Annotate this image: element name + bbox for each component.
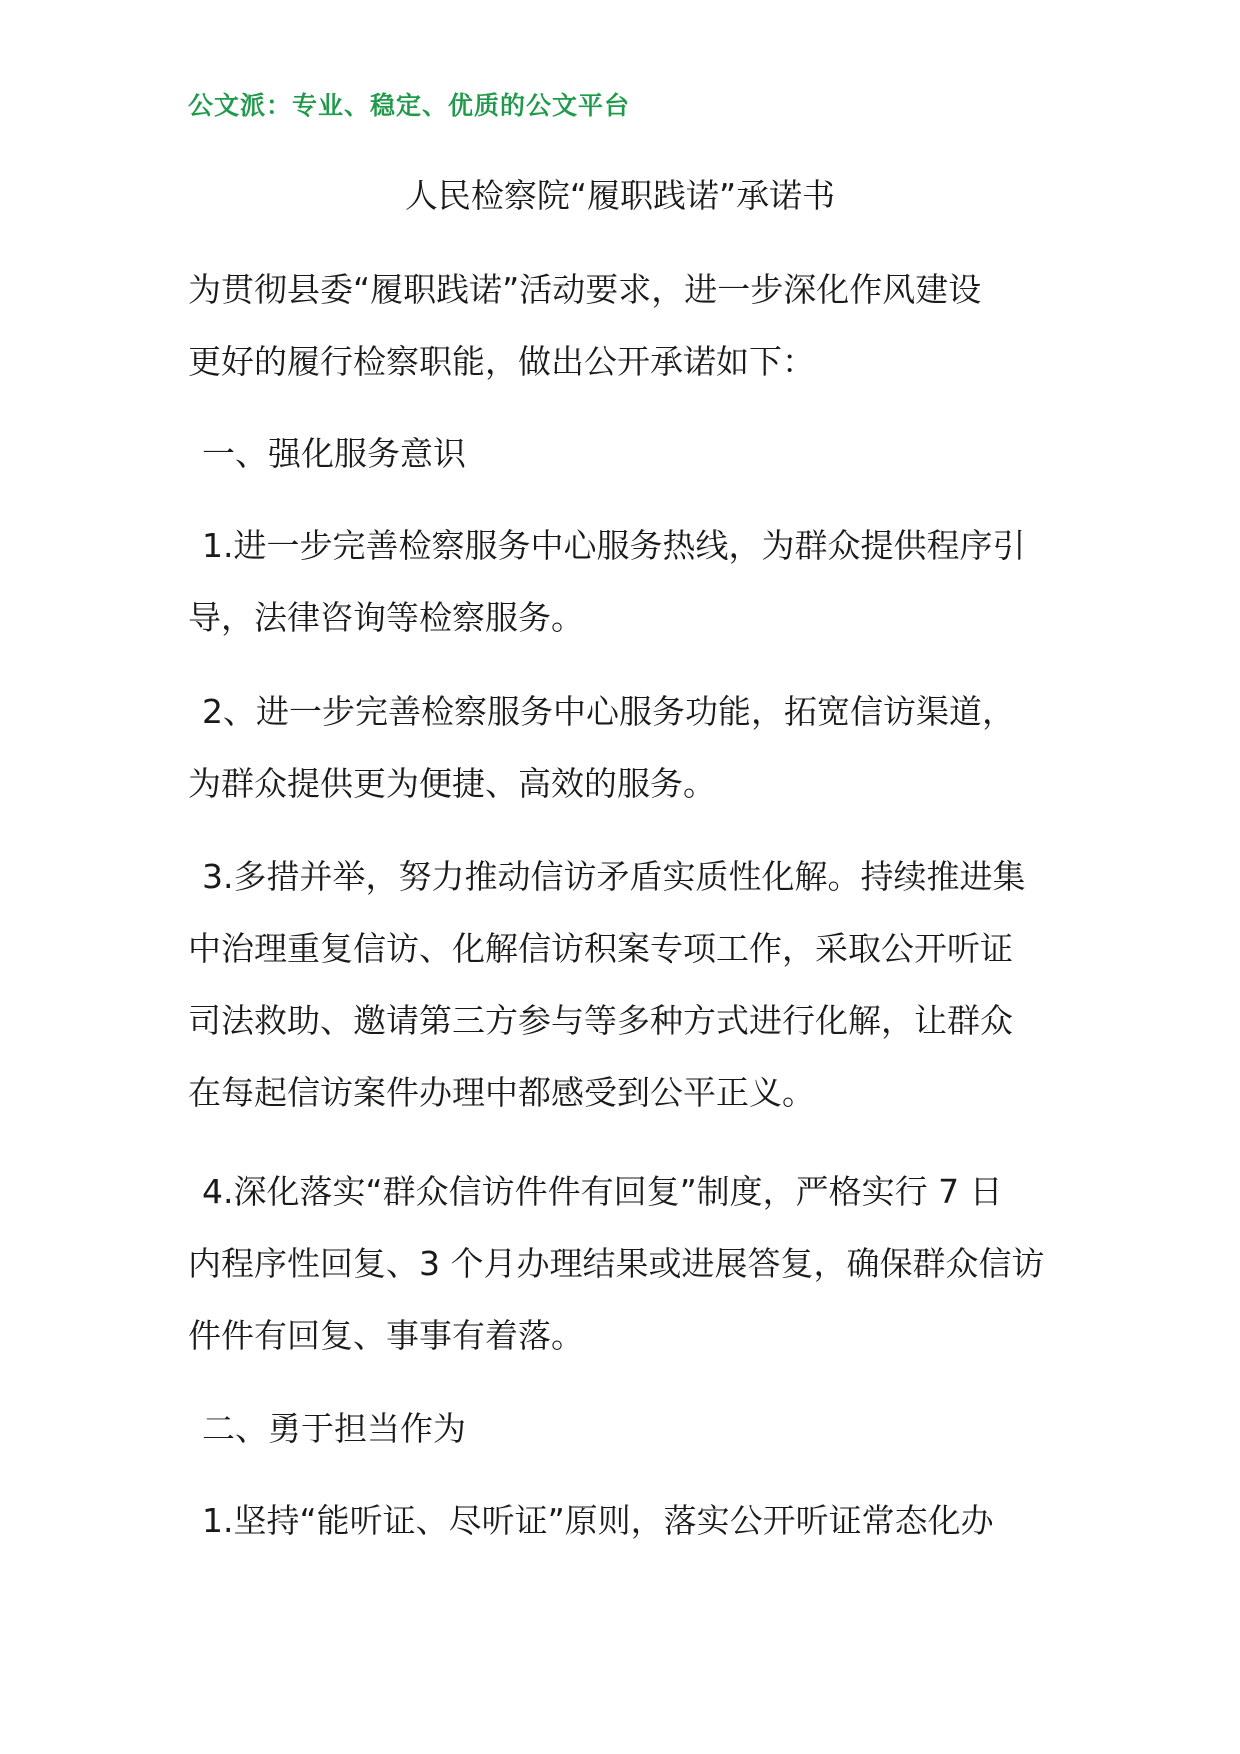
paragraph-line: 为贯彻县委“履职践诺”活动要求，进一步深化作风建设 — [188, 270, 982, 309]
paragraph-line: 2、进一步完善检察服务中心服务功能，拓宽信访渠道， — [202, 692, 1015, 731]
paragraph-line: 在每起信访案件办理中都感受到公平正义。 — [188, 1073, 815, 1112]
paragraph-line: 导，法律咨询等检察服务。 — [188, 598, 584, 637]
paragraph-line: 1.进一步完善检察服务中心服务热线，为群众提供程序引 — [202, 526, 1026, 565]
paragraph-line: 更好的履行检察职能，做出公开承诺如下： — [188, 342, 815, 381]
paragraph-line: 内程序性回复、3 个月办理结果或进展答复，确保群众信访 — [188, 1244, 1045, 1283]
paragraph-line: 4.深化落实“群众信访件件有回复”制度，严格实行 7 日 — [202, 1172, 1003, 1211]
paragraph-line: 为群众提供更为便捷、高效的服务。 — [188, 764, 716, 803]
paragraph-line: 中治理重复信访、化解信访积案专项工作，采取公开听证 — [188, 929, 1013, 968]
document-title: 人民检察院“履职践诺”承诺书 — [404, 176, 836, 215]
paragraph-line: 件件有回复、事事有着落。 — [188, 1316, 584, 1355]
brand-header: 公文派：专业、稳定、优质的公文平台 — [188, 91, 631, 120]
paragraph-line: 3.多措并举，努力推动信访矛盾实质性化解。持续推进集 — [202, 857, 1026, 896]
paragraph-line: 司法救助、邀请第三方参与等多种方式进行化解，让群众 — [188, 1001, 1013, 1040]
paragraph-line: 1.坚持“能听证、尽听证”原则，落实公开听证常态化办 — [202, 1501, 994, 1540]
section-heading: 一、强化服务意识 — [202, 434, 466, 473]
section-heading: 二、勇于担当作为 — [202, 1409, 466, 1448]
